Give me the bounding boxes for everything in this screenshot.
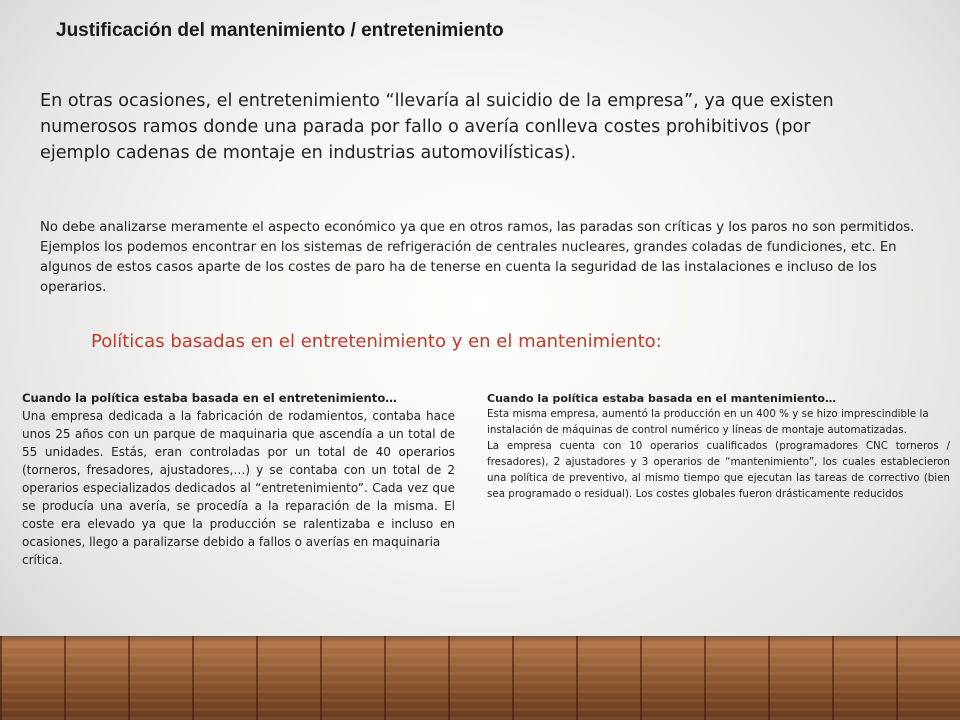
right-column-body-2: La empresa cuenta con 10 operarios cualificados (programadores CNC torneros / fresadores), 2 ajustadores y 3 operarios de “mantenimiento”, los cuales establecieron una política de preventivo, al mismo tiempo que ejecutan las tareas de correctivo (bien sea programado o residual). Los costes globales fueron drásticamente reducidos [487, 439, 950, 500]
policies-subheading: Políticas basadas en el entretenimiento y en el mantenimiento: [91, 331, 662, 352]
right-column [487, 390, 950, 503]
left-column-tail: crítica. [22, 553, 63, 568]
economic-aspect-paragraph: No debe analizarse meramente el aspecto económico ya que en otros ramos, las paradas son críticas y los paros no son permitidos. Ejemplos los podemos encontrar en los sistemas de refrigeración de centrales nucleares, grandes coladas de fundiciones, etc. En algunos de estos casos aparte de los costes de paro ha de tenerse en cuenta la seguridad de las instalaciones e incluso de los operarios. [40, 220, 915, 296]
slide-title: Justificación del mantenimiento / entretenimiento [56, 20, 504, 41]
wood-floor-decoration [0, 636, 960, 720]
right-column-body-1: Esta misma empresa, aumentó la producción en un 400 % y se hizo imprescindible la instalación de máquinas de control numérico y líneas de montaje automatizadas. [487, 408, 929, 436]
intro-paragraph: En otras ocasiones, el entretenimiento “llevaría al suicidio de la empresa”, ya que existen numerosos ramos donde una parada por fallo o avería conlleva costes prohibitivos (por ejemplo cadenas de montaje en industrias automovilísticas). [40, 91, 834, 164]
left-column-body: Una empresa dedicada a la fabricación de rodamientos, contaba hace unos 25 años con un parque de maquinaria que ascendía a un total de 55 unidades. Estás, eran controladas por un total de 40 operarios (torneros, fresadores, ajustadores,…) y se contaba con un total de 2 operarios especializados dedicados al “entretenimiento”. Cada vez que se producía una avería, se procedía a la reparación de la misma. El coste era elevado ya que la producción se ralentizaba e incluso en ocasiones, llego a paralizarse debido a fallos o averías en maquinaria [22, 409, 455, 550]
left-column [22, 390, 455, 569]
right-column-heading: Cuando la política estaba basada en el mantenimiento… [487, 392, 836, 405]
left-column-heading: Cuando la política estaba basada en el entretenimiento… [22, 391, 397, 405]
